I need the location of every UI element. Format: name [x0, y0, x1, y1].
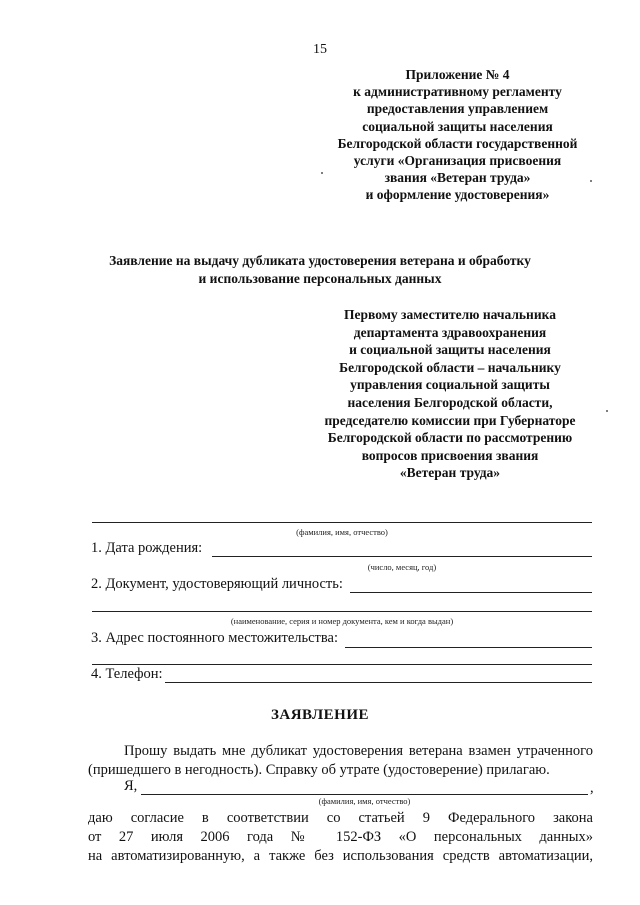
addressee-block — [300, 306, 600, 482]
document-title-line: и использование персональных данных — [198, 270, 442, 286]
appendix-line: Белгородской области государственной — [337, 135, 578, 151]
phone-fill-line[interactable] — [165, 682, 592, 683]
request-line: Прошу выдать мне дубликат удостоверения ветерана взамен утраченного — [124, 743, 593, 759]
consent-line: на автоматизированную, а также без использования средств автоматизации, — [88, 848, 593, 864]
appendix-line: услуги «Организация присвоения — [353, 153, 562, 169]
document-fill-line-2[interactable] — [92, 611, 592, 612]
address-fill-line[interactable] — [345, 647, 592, 648]
appendix-line: и оформление удостоверения» — [365, 187, 550, 203]
document-fill-line[interactable] — [350, 592, 592, 593]
scan-speck — [606, 410, 608, 412]
appendix-line: социальной защиты населения — [362, 118, 553, 134]
scan-speck — [590, 180, 592, 182]
consent-comma: , — [590, 780, 594, 796]
address-fill-line-2[interactable] — [92, 664, 592, 665]
addressee-line: управления социальной защиты — [350, 377, 550, 393]
addressee-line: населения Белгородской области, — [347, 394, 553, 410]
document-title-line: Заявление на выдачу дубликата удостоверения ветерана и обработку — [109, 253, 531, 268]
addressee-line: председателю комиссии при Губернаторе — [324, 412, 576, 428]
statement-heading: ЗАЯВЛЕНИЕ — [270, 707, 370, 723]
consent-paragraph — [88, 809, 593, 866]
scan-speck — [321, 172, 323, 174]
birth-date-label: 1. Дата рождения: — [91, 540, 203, 556]
phone-label: 4. Телефон: — [91, 666, 163, 682]
addressee-line: департамента здравоохранения — [353, 324, 547, 340]
addressee-line: «Ветеран труда» — [399, 465, 501, 481]
addressee-line: Белгородской области по рассмотрению — [327, 430, 573, 446]
appendix-line: к административному регламенту — [353, 84, 562, 100]
appendix-line: Приложение № 4 — [405, 67, 510, 82]
addressee-line: Первому заместителю начальника — [344, 307, 556, 322]
appendix-line: звания «Ветеран труда» — [384, 170, 531, 186]
document-label: 2. Документ, удостоверяющий личность: — [91, 576, 343, 592]
birth-date-fill-line[interactable] — [212, 556, 592, 557]
request-line: (пришедшего в негодность). Справку об утрате (удостоверение) прилагаю. — [88, 762, 550, 778]
appendix-line: предоставления управлением — [366, 101, 549, 117]
consent-fio-caption: (фамилия, имя, отчество) — [318, 796, 411, 806]
document-title — [60, 252, 580, 287]
birth-date-caption: (число, месяц, год) — [367, 562, 437, 572]
consent-line: от 27 июля 2006 года № 152-ФЗ «О персональных данных» — [88, 829, 593, 845]
address-label: 3. Адрес постоянного местожительства: — [91, 630, 339, 646]
fio-fill-line[interactable] — [92, 522, 592, 523]
consent-fio-fill-line[interactable] — [141, 794, 588, 795]
fio-caption: (фамилия, имя, отчество) — [296, 527, 388, 537]
addressee-line: и социальной защиты населения — [349, 342, 551, 358]
page-number: 15 — [313, 42, 327, 57]
document-caption: (наименование, серия и номер документа, кем и когда выдан) — [230, 616, 454, 626]
addressee-line: Белгородской области – начальнику — [339, 359, 561, 375]
request-paragraph — [88, 742, 593, 780]
consent-line: даю согласие в соответствии со статьей 9 Федерального закона — [88, 810, 593, 826]
appendix-header — [300, 66, 615, 204]
consent-ya-label: Я, — [124, 778, 138, 794]
addressee-line: вопросов присвоения звания — [361, 447, 539, 463]
